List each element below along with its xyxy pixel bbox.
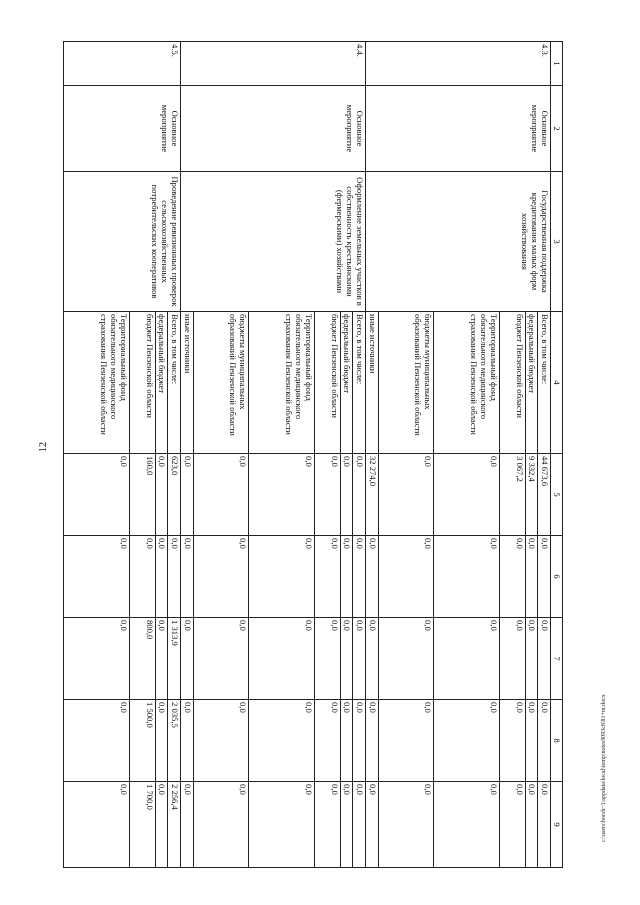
funding-source: иные источники <box>181 312 194 454</box>
event-type: Основное мероприятие <box>64 86 181 172</box>
table-row <box>168 42 181 868</box>
column-header: 5 <box>551 454 563 536</box>
amount-cell: 0,0 <box>340 782 353 868</box>
amount-cell: 0,0 <box>315 618 341 700</box>
amount-cell: 0,0 <box>193 536 248 618</box>
funding-source: бюджет Пензенской области <box>500 312 526 454</box>
amount-cell: 0,0 <box>64 454 130 536</box>
amount-cell: 0,0 <box>130 536 156 618</box>
table-container <box>63 41 563 867</box>
amount-cell: 0,0 <box>366 536 379 618</box>
column-header: 2 <box>551 86 563 172</box>
amount-cell: 0,0 <box>434 618 500 700</box>
funding-source: федеральный бюджет <box>340 312 353 454</box>
amount-cell: 0,0 <box>500 618 526 700</box>
amount-cell: 0,0 <box>500 700 526 782</box>
amount-cell: 0,0 <box>525 700 538 782</box>
amount-cell: 0,0 <box>155 700 168 782</box>
amount-cell: 0,0 <box>64 618 130 700</box>
amount-cell: 0,0 <box>315 782 341 868</box>
amount-cell: 2 256,4 <box>168 782 181 868</box>
column-header: 9 <box>551 782 563 868</box>
amount-cell: 0,0 <box>181 782 194 868</box>
amount-cell: 0,0 <box>155 536 168 618</box>
amount-cell: 0,0 <box>181 454 194 536</box>
column-header: 3 <box>551 172 563 312</box>
amount-cell: 0,0 <box>64 700 130 782</box>
table-row <box>538 42 551 868</box>
amount-cell: 0,0 <box>181 618 194 700</box>
funding-source: бюджеты муниципальных образований Пензенской области <box>378 312 433 454</box>
amount-cell: 0,0 <box>378 454 433 536</box>
page-number: 12 <box>38 442 49 452</box>
funding-source: Территориальный фонд обязательного медицинского страхования Пензенской области <box>434 312 500 454</box>
amount-cell: 0,0 <box>193 782 248 868</box>
amount-cell: 3 067,2 <box>500 454 526 536</box>
footer-file-path: c:\users\borsh~1\appdata\local\temp\notes9093c8\81+m.docx <box>601 694 607 842</box>
amount-cell: 0,0 <box>434 536 500 618</box>
amount-cell: 0,0 <box>525 618 538 700</box>
amount-cell: 0,0 <box>434 782 500 868</box>
amount-cell: 0,0 <box>340 618 353 700</box>
amount-cell: 0,0 <box>193 700 248 782</box>
table-row <box>353 42 366 868</box>
amount-cell: 1 313,9 <box>168 618 181 700</box>
amount-cell: 1 700,0 <box>130 782 156 868</box>
amount-cell: 0,0 <box>181 700 194 782</box>
amount-cell: 0,0 <box>181 536 194 618</box>
amount-cell: 0,0 <box>249 782 315 868</box>
amount-cell: 0,0 <box>538 782 551 868</box>
amount-cell: 0,0 <box>525 782 538 868</box>
amount-cell: 0,0 <box>500 536 526 618</box>
amount-cell: 0,0 <box>500 782 526 868</box>
amount-cell: 0,0 <box>353 454 366 536</box>
amount-cell: 0,0 <box>434 454 500 536</box>
funding-source: бюджет Пензенской области <box>130 312 156 454</box>
amount-cell: 623,0 <box>168 454 181 536</box>
amount-cell: 0,0 <box>378 782 433 868</box>
amount-cell: 0,0 <box>353 782 366 868</box>
row-number: 4.5. <box>64 42 181 86</box>
event-name: Оформление земельных участков в собственность крестьянскими (фермерскими) хозяйствами <box>181 172 366 312</box>
amount-cell: 0,0 <box>249 618 315 700</box>
funding-source: федеральный бюджет <box>155 312 168 454</box>
amount-cell: 2 035,5 <box>168 700 181 782</box>
amount-cell: 32 274,0 <box>366 454 379 536</box>
column-header: 8 <box>551 700 563 782</box>
amount-cell: 0,0 <box>366 782 379 868</box>
amount-cell: 9 332,4 <box>525 454 538 536</box>
funding-source: Всего, в том числе: <box>538 312 551 454</box>
amount-cell: 0,0 <box>315 536 341 618</box>
funding-source: Всего, в том числе: <box>353 312 366 454</box>
amount-cell: 0,0 <box>168 536 181 618</box>
funding-source: федеральный бюджет <box>525 312 538 454</box>
funding-source: иные источники <box>366 312 379 454</box>
column-header: 1 <box>551 42 563 86</box>
table-body <box>64 42 563 868</box>
event-type: Основное мероприятие <box>366 86 551 172</box>
amount-cell: 0,0 <box>315 454 341 536</box>
amount-cell: 0,0 <box>64 536 130 618</box>
amount-cell: 1 500,0 <box>130 700 156 782</box>
amount-cell: 0,0 <box>193 618 248 700</box>
amount-cell: 0,0 <box>340 700 353 782</box>
amount-cell: 0,0 <box>525 536 538 618</box>
amount-cell: 0,0 <box>434 700 500 782</box>
amount-cell: 0,0 <box>378 700 433 782</box>
row-number: 4.3. <box>366 42 551 86</box>
amount-cell: 800,0 <box>130 618 156 700</box>
funding-source: бюджеты муниципальных образований Пензенской области <box>193 312 248 454</box>
amount-cell: 0,0 <box>249 536 315 618</box>
amount-cell: 0,0 <box>378 618 433 700</box>
amount-cell: 0,0 <box>353 618 366 700</box>
amount-cell: 0,0 <box>340 454 353 536</box>
amount-cell: 0,0 <box>340 536 353 618</box>
amount-cell: 0,0 <box>538 700 551 782</box>
amount-cell: 0,0 <box>366 700 379 782</box>
amount-cell: 0,0 <box>538 618 551 700</box>
amount-cell: 0,0 <box>155 618 168 700</box>
column-header: 7 <box>551 618 563 700</box>
event-type: Основное мероприятие <box>181 86 366 172</box>
funding-source: Территориальный фонд обязательного медицинского страхования Пензенской области <box>249 312 315 454</box>
amount-cell: 160,0 <box>130 454 156 536</box>
event-name: Проведение ревизионных проверок сельскохозяйственных потребительских кооперативов <box>64 172 181 312</box>
amount-cell: 44 673,6 <box>538 454 551 536</box>
amount-cell: 0,0 <box>378 536 433 618</box>
amount-cell: 0,0 <box>353 700 366 782</box>
amount-cell: 0,0 <box>353 536 366 618</box>
amount-cell: 0,0 <box>249 700 315 782</box>
column-header: 4 <box>551 312 563 454</box>
funding-table <box>63 41 563 868</box>
amount-cell: 0,0 <box>315 700 341 782</box>
amount-cell: 0,0 <box>64 782 130 868</box>
column-header: 6 <box>551 536 563 618</box>
event-name: Государственная поддержка кредитования малых форм хозяйствования <box>366 172 551 312</box>
funding-source: Всего, в том числе: <box>168 312 181 454</box>
amount-cell: 0,0 <box>249 454 315 536</box>
amount-cell: 0,0 <box>155 454 168 536</box>
funding-source: бюджет Пензенской области <box>315 312 341 454</box>
amount-cell: 0,0 <box>366 618 379 700</box>
header-row <box>551 42 563 868</box>
funding-source: Территориальный фонд обязательного медицинского страхования Пензенской области <box>64 312 130 454</box>
amount-cell: 0,0 <box>193 454 248 536</box>
amount-cell: 0,0 <box>538 536 551 618</box>
row-number: 4.4. <box>181 42 366 86</box>
amount-cell: 0,0 <box>155 782 168 868</box>
